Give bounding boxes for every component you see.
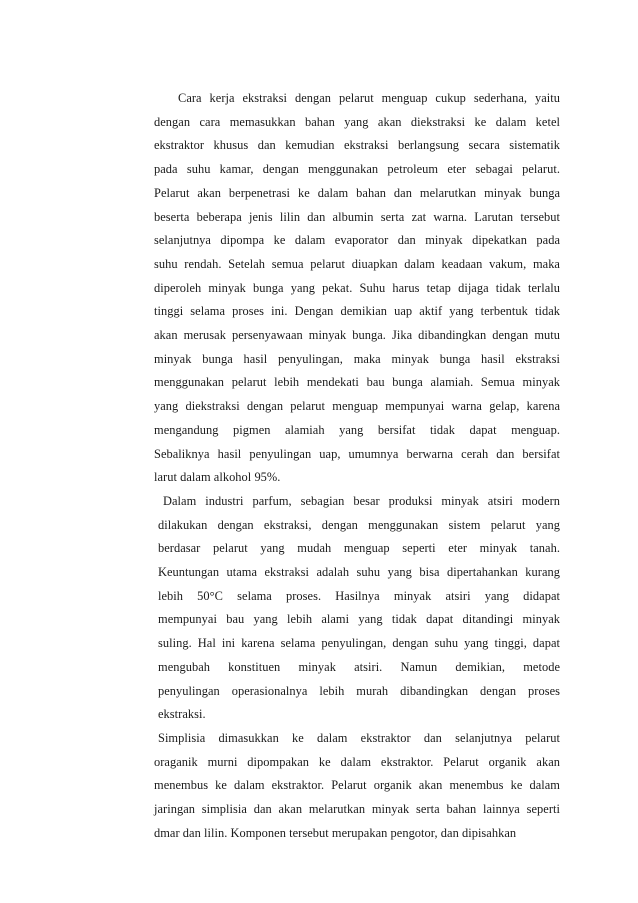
paragraph-line: oraganik murni dipompakan ke dalam ekstraktor. Pelarut organik akan (154, 755, 560, 769)
paragraph-line: berdasar pelarut yang mudah menguap seperti eter minyak tanah. (158, 541, 560, 555)
paragraph-line: mempunyai bau yang lebih alami yang tidak dapat ditandingi minyak (158, 612, 560, 626)
paragraph-line: diperoleh minyak bunga yang pekat. Suhu harus tetap dijaga tidak terlalu (154, 281, 560, 295)
paragraph-line: Pelarut akan berpenetrasi ke dalam bahan dan melarutkan minyak bunga (154, 186, 560, 200)
paragraph-line: jaringan simplisia dan akan melarutkan minyak serta bahan lainnya seperti (154, 802, 560, 816)
paragraph-line: lebih 50°C selama proses. Hasilnya minyak atsiri yang didapat (158, 589, 560, 603)
paragraph-line: mengandung pigmen alamiah yang bersifat tidak dapat menguap. (154, 423, 560, 437)
paragraph-line: yang diekstraksi dengan pelarut menguap mempunyai warna gelap, karena (154, 399, 560, 413)
paragraph-line: dmar dan lilin. Komponen tersebut merupakan pengotor, dan dipisahkan (154, 826, 517, 840)
paragraph-line: Simplisia dimasukkan ke dalam ekstraktor dan selanjutnya pelarut (158, 731, 560, 745)
paragraph-line: mengubah konstituen minyak atsiri. Namun demikian, metode (158, 660, 560, 674)
paragraph-line: larut dalam alkohol 95%. (154, 470, 281, 484)
paragraph-line: akan merusak persenyawaan minyak bunga. Jika dibandingkan dengan mutu (154, 328, 560, 342)
paragraph-line: menggunakan pelarut lebih mendekati bau bunga alamiah. Semua minyak (154, 375, 560, 389)
paragraph-line: minyak bunga hasil penyulingan, maka minyak bunga hasil ekstraksi (154, 352, 560, 366)
paragraph-line: penyulingan operasionalnya lebih murah dibandingkan dengan proses (158, 684, 560, 698)
paragraph-line: suling. Hal ini karena selama penyulingan, dengan suhu yang tinggi, dapat (158, 636, 560, 650)
paragraph-line: dengan cara memasukkan bahan yang akan diekstraksi ke dalam ketel (154, 115, 560, 129)
paragraph-line: tinggi selama proses ini. Dengan demikian uap aktif yang terbentuk tidak (154, 304, 560, 318)
paragraph-line: Sebaliknya hasil penyulingan uap, umumnya berwarna cerah dan bersifat (154, 447, 560, 461)
paragraph-line: selanjutnya dipompa ke dalam evaporator dan minyak dipekatkan pada (154, 233, 560, 247)
paragraph-line: dilakukan dengan ekstraksi, dengan menggunakan sistem pelarut yang (158, 518, 560, 532)
paragraph-line: Cara kerja ekstraksi dengan pelarut menguap cukup sederhana, yaitu (178, 91, 560, 105)
paragraph-line: pada suhu kamar, dengan menggunakan petroleum eter sebagai pelarut. (154, 162, 560, 176)
paragraph-line: ekstraktor khusus dan kemudian ekstraksi berlangsung secara sistematik (154, 138, 560, 152)
paragraph-line: Dalam industri parfum, sebagian besar produksi minyak atsiri modern (163, 494, 560, 508)
paragraph-line: ekstraksi. (158, 707, 206, 721)
paragraph-line: suhu rendah. Setelah semua pelarut diuapkan dalam keadaan vakum, maka (154, 257, 560, 271)
paragraph-line: Keuntungan utama ekstraksi adalah suhu yang bisa dipertahankan kurang (158, 565, 560, 579)
paragraph-line: beserta beberapa jenis lilin dan albumin serta zat warna. Larutan tersebut (154, 210, 560, 224)
paragraph-line: menembus ke dalam ekstraktor. Pelarut organik akan menembus ke dalam (154, 778, 560, 792)
